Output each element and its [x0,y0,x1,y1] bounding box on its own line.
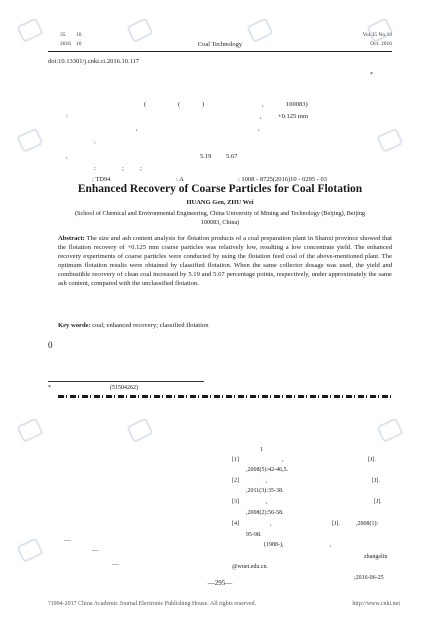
abstract-recovery-increase: 5.67 [226,153,238,160]
ref-4-pages: 95-98. [246,532,262,538]
abstract-comma-2: , [136,125,138,132]
footnote-rule [48,381,204,382]
page-number: —295— [207,579,233,587]
abstract-label: Abstract: [58,235,85,242]
watermark-mark [16,127,47,159]
ref-2-type: [J]. [372,478,380,484]
ref-1-number: [1] [232,457,239,463]
affil-paren-open-2: ( [178,101,181,108]
title-star-mark: * [370,72,373,78]
watermark-mark [376,127,407,159]
affil-postcode: 100083) [286,101,308,108]
issue-number: 10 [76,32,82,38]
footnote-star: * [48,385,51,391]
abstract-yield-increase: 5.19 [200,153,212,160]
ref-3-source: ,2008(2):56-58. [246,510,284,516]
reference-marker: 1 [260,447,263,453]
author-email-user: zhangelin [364,554,388,560]
header-rule [48,51,392,52]
ref-3-number: [3] [232,499,239,505]
document-code: : A [176,176,184,183]
ref-4-number: [4] [232,521,239,527]
ref-2-number: [2] [232,478,239,484]
ref-4-type: [J]. [332,521,340,527]
ref-2-sep: , [266,478,268,484]
ref-4-volume: ,2008(1): [356,521,379,527]
footnote-grant-number: (51504262) [110,385,138,391]
abstract-comma-4: , [66,153,68,160]
year: 2016 [60,41,71,47]
section-heading-0: 0 [48,340,53,350]
ref-1-source: ,2008(5):42-46,5. [246,467,289,473]
ref-3-type: [J]. [374,499,382,505]
affiliation-line-2: 100083, China) [200,218,240,226]
article-number: : 1008 - 8725(2016)10 - 0295 - 03 [238,176,328,183]
date-en: Oct. 2016 [370,41,392,47]
keywords-semicolon-1: ; [122,165,124,172]
abstract-colon-2: : [94,139,96,146]
received-date: ;2016-06-25 [354,575,384,581]
month: 10 [76,41,82,47]
watermark-mark [16,537,47,569]
copyright-line: ?1994-2017 China Academic Journal Electronic Publishing House. All rights reserved. [48,601,257,607]
ref-4-sep: , [270,521,272,527]
english-keywords [58,322,209,329]
author-bio: (1988-), [264,542,284,548]
affiliation-line-1: (School of Chemical and Environmental Engineering, China University of Mining and Technology (Beijing), Beijing [74,210,366,217]
watermark-mark [126,417,157,449]
em-dash-3: — [112,561,119,568]
affil-paren-close: ) [202,101,205,108]
ref-1-sep: , [282,457,284,463]
volume-issue-en: Vol.35 No.10 [362,32,392,38]
clc-number: : TD94 [92,176,111,183]
author-email-domain: @wuet.edu.cn. [232,564,269,570]
journal-name: Coal Technology [197,41,243,48]
cnki-url: http://www.cnki.net [352,601,400,607]
abstract-particle-size: +0.125 mm [278,113,309,120]
abstract-comma-3: , [258,125,260,132]
affil-paren-open: ( [144,101,147,108]
affil-comma: , [262,101,264,108]
keywords-semicolon-2: ; [140,165,142,172]
doi: doi:10.13301/j.cnki.ct.2016.10.117 [48,58,140,65]
ref-1-type: [J]. [368,457,376,463]
abstract-comma: , [260,113,262,120]
column-separator-rule [58,395,392,398]
watermark-mark [16,417,47,449]
volume-number: 35 [60,32,66,38]
keywords-colon: : [94,165,96,172]
author-bio-end: , [330,542,332,548]
ref-3-sep: , [266,499,268,505]
ref-2-source: ,2011(3):35-38. [246,488,284,494]
abstract-text: The size and ash content analysis for flotation products of a coal preparation plant in Shanxi province showed that the flotation recovery of +0.125 mm coarse particles was relatively low, resulting a low concentrate yield. The enhanced recovery experiments of coarse particles were conducted by using the flotation feed coal of the above-mentioned plant. The optimum flotation results were obtained by classified flotation. When the same collector dosage was used, the yield and combustible recovery of clean coal increased by 5.19 and 5.67 percentage points, respectively, under approximately the same ash content, compared with the unclassified flotation. [58,235,392,288]
keywords-label: Key words: [58,322,91,329]
em-dash-2: — [92,547,99,554]
keywords-text: coal; enhanced recovery; classified flotation [92,322,209,329]
english-title: Enhanced Recovery of Coarse Particles for Coal Flotation [77,183,363,195]
em-dash-1: — [64,537,71,544]
abstract-colon: : [66,113,68,120]
english-abstract [58,234,392,289]
english-affiliation [58,210,382,227]
english-authors: HUANG Gen, ZHU Wei [186,199,254,206]
watermark-mark [376,417,407,449]
